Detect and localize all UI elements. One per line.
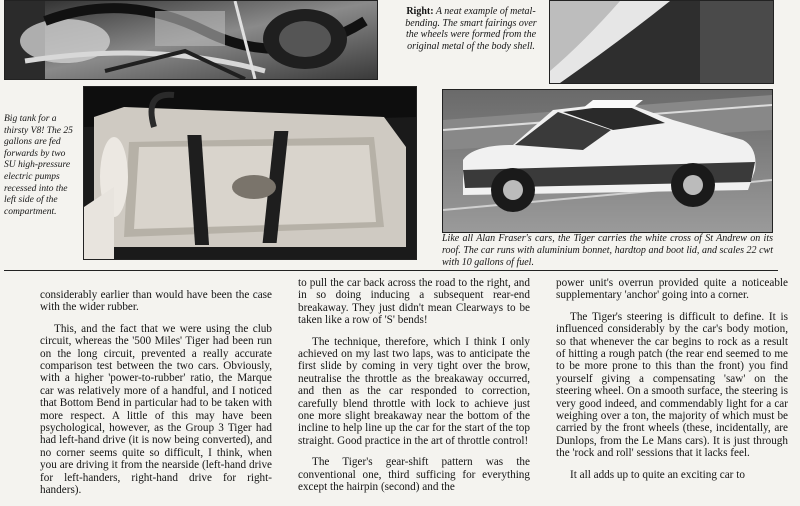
- paragraph: The Tiger's steering is difficult to define. It is influenced considerably by the car's body motion, so that whenever the car begins to rock as a result of hitting a rough patch (the rear end seemed to me to be more prone to this than the front) you find yourself giving a compensating 'saw' on the steering wheel. On a smooth surface, the steering is very good indeed, and commendably light for a car weighing over a ton, the majority of which must be carried by the front wheels (these, incidentally, are Dunlops, from the Le Mans cars). It is just through the 'rock and roll' sessions that it lacks feel.: [556, 310, 788, 460]
- paragraph: It all adds up to quite an exciting car to: [570, 468, 745, 481]
- article-column-2: [298, 277, 530, 503]
- fuel-tank-photo: [83, 86, 417, 260]
- caption-label: Right:: [406, 6, 434, 17]
- paragraph: power unit's overrun provided quite a noticeable supplementary 'anchor' going into a corner.: [556, 277, 788, 302]
- wheel-fairing-photo: [549, 0, 774, 84]
- car-caption: Like all Alan Fraser's cars, the Tiger carries the white cross of St Andrew on its roof. The car runs with aluminium bonnet, hardtop and boot lid, and scales 22 cwt with 10 gallons of fuel.: [442, 233, 773, 268]
- tiger-car-photo: [442, 89, 773, 233]
- engine-bay-photo: [4, 0, 378, 80]
- paragraph: The Tiger's gear-shift pattern was the conventional one, third sufficing for everything except the hairpin (second) and the: [298, 456, 530, 494]
- paragraph: considerably earlier than would have been the case with the wider rubber.: [40, 289, 272, 314]
- paragraph: This, and the fact that we were using the club circuit, whereas the '500 Miles' Tiger had been run on the long circuit, prevented a really accurate comparison test between the two cars. Obviously, with a higher 'power-to-rubber' ratio, the Marque car was relatively more of a handful, and I noticed that Bottom Bend in particular had to be taken with more respect. A little of this may have been psychological, however, as the Group 3 Tiger had had left-hand drive (it is now being converted), and no corner seems quite so difficult, I think, when you are driving it from the nearside (left-hand drive for left-handers, right-hand drive for right-handers).: [40, 322, 272, 497]
- right-photo-caption: [402, 6, 540, 52]
- article-column-1: [40, 289, 272, 506]
- section-rule: [4, 270, 778, 271]
- paragraph: to pull the car back across the road to the right, and in so doing inducing a subsequent rear-end breakaway. They just didn't mean Clearways to be taken like a row of 'S' bends!: [298, 277, 530, 327]
- paragraph: The technique, therefore, which I think I only achieved on my last two laps, was to anticipate the first slide by coming in very tight over the brow, neutralise the throttle as the breakaway occurred, and then as the car responded to correction, carefully blend throttle with lock to achieve just one more slight breakaway near the bottom of the incline to help line up the car for the start of the top straight. Good practice in the art of throttle control!: [298, 335, 530, 447]
- tank-caption: Big tank for a thirsty V8! The 25 gallons are fed forwards by two SU high-pressure electric pumps recessed into the left side of the compartment.: [4, 114, 73, 217]
- article-column-3: [556, 277, 788, 490]
- caption-text: A neat example of metal-bending. The smart fairings over the wheels were formed from the original metal of the body shell.: [405, 6, 537, 52]
